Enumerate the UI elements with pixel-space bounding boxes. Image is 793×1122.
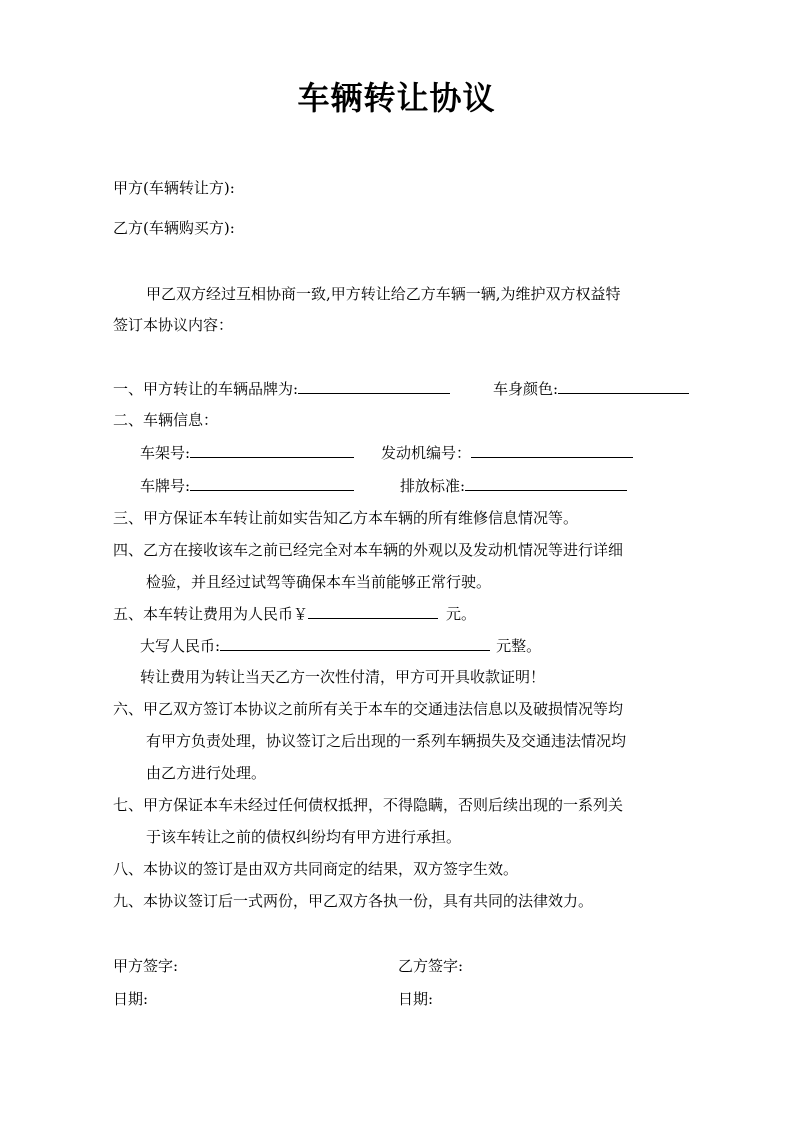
clause-6-line-2: 有甲方负责处理，协议签订之后出现的一系列车辆损失及交通违法情况均 [146,732,627,750]
clause-2: 二、车辆信息： [113,411,219,429]
clause-7-line-2: 于该车转让之前的债权纠纷均有甲方进行承担。 [146,828,462,846]
payment-note: 转让费用为转让当天乙方一次性付清，甲方可开具收款证明！ [140,668,546,686]
color-blank[interactable] [558,379,689,394]
clause-1-brand-label: 一、甲方转让的车辆品牌为: [113,380,299,398]
signature-party-b: 乙方签字: [398,957,464,975]
amount-blank[interactable] [308,604,438,619]
intro-line-1: 甲乙双方经过互相协商一致,甲方转让给乙方车辆一辆,为维护双方权益特 [146,285,621,303]
engine-no-label: 发动机编号： [381,444,472,462]
clause-9: 九、本协议签订后一式两份，甲乙双方各执一份，具有共同的法律效力。 [113,892,594,910]
signature-party-a: 甲方签字: [113,957,179,975]
clause-1 [113,379,450,399]
engine-no-row [381,443,633,463]
frame-no-label: 车架号: [140,444,191,462]
clause-1-color [493,379,689,399]
clause-8: 八、本协议的签订是由双方共同商定的结果，双方签字生效。 [113,860,519,878]
brand-blank[interactable] [298,379,450,394]
plate-no-label: 车牌号: [140,477,191,495]
color-label: 车身颜色: [493,380,559,398]
party-b-label: 乙方(车辆购买方): [113,219,235,237]
amount-words-unit: 元整。 [496,637,542,655]
page-title: 车辆转让协议 [297,79,496,117]
amount-words-row [140,636,541,656]
frame-no-row [140,443,354,463]
clause-3: 三、甲方保证本车转让前如实告知乙方本车辆的所有维修信息情况等。 [113,509,579,527]
emission-label: 排放标准: [400,477,466,495]
clause-5-label: 五、本车转让费用为人民币￥ [113,605,309,623]
frame-no-blank[interactable] [190,443,354,458]
clause-4-line-2: 检验，并且经过试驾等确保本车当前能够正常行驶。 [146,573,492,591]
emission-row [400,476,627,496]
plate-no-blank[interactable] [190,476,354,491]
amount-unit: 元。 [446,605,477,623]
amount-words-blank[interactable] [220,636,490,651]
clause-6-line-1: 六、甲乙双方签订本协议之前所有关于本车的交通违法信息以及破损情况等均 [113,700,624,718]
party-a-label: 甲方(车辆转让方): [113,179,235,197]
emission-blank[interactable] [465,476,627,491]
plate-no-row [140,476,354,496]
amount-words-label: 大写人民币: [140,637,221,655]
engine-no-blank[interactable] [471,443,633,458]
clause-6-line-3: 由乙方进行处理。 [146,764,267,782]
date-party-a: 日期: [113,990,149,1008]
intro-line-2: 签订本协议内容： [113,316,234,334]
clause-7-line-1: 七、甲方保证本车未经过任何债权抵押，不得隐瞒，否则后续出现的一系列关 [113,796,624,814]
clause-5 [113,604,476,624]
date-party-b: 日期: [398,990,434,1008]
clause-4-line-1: 四、乙方在接收该车之前已经完全对本车辆的外观以及发动机情况等进行详细 [113,541,624,559]
